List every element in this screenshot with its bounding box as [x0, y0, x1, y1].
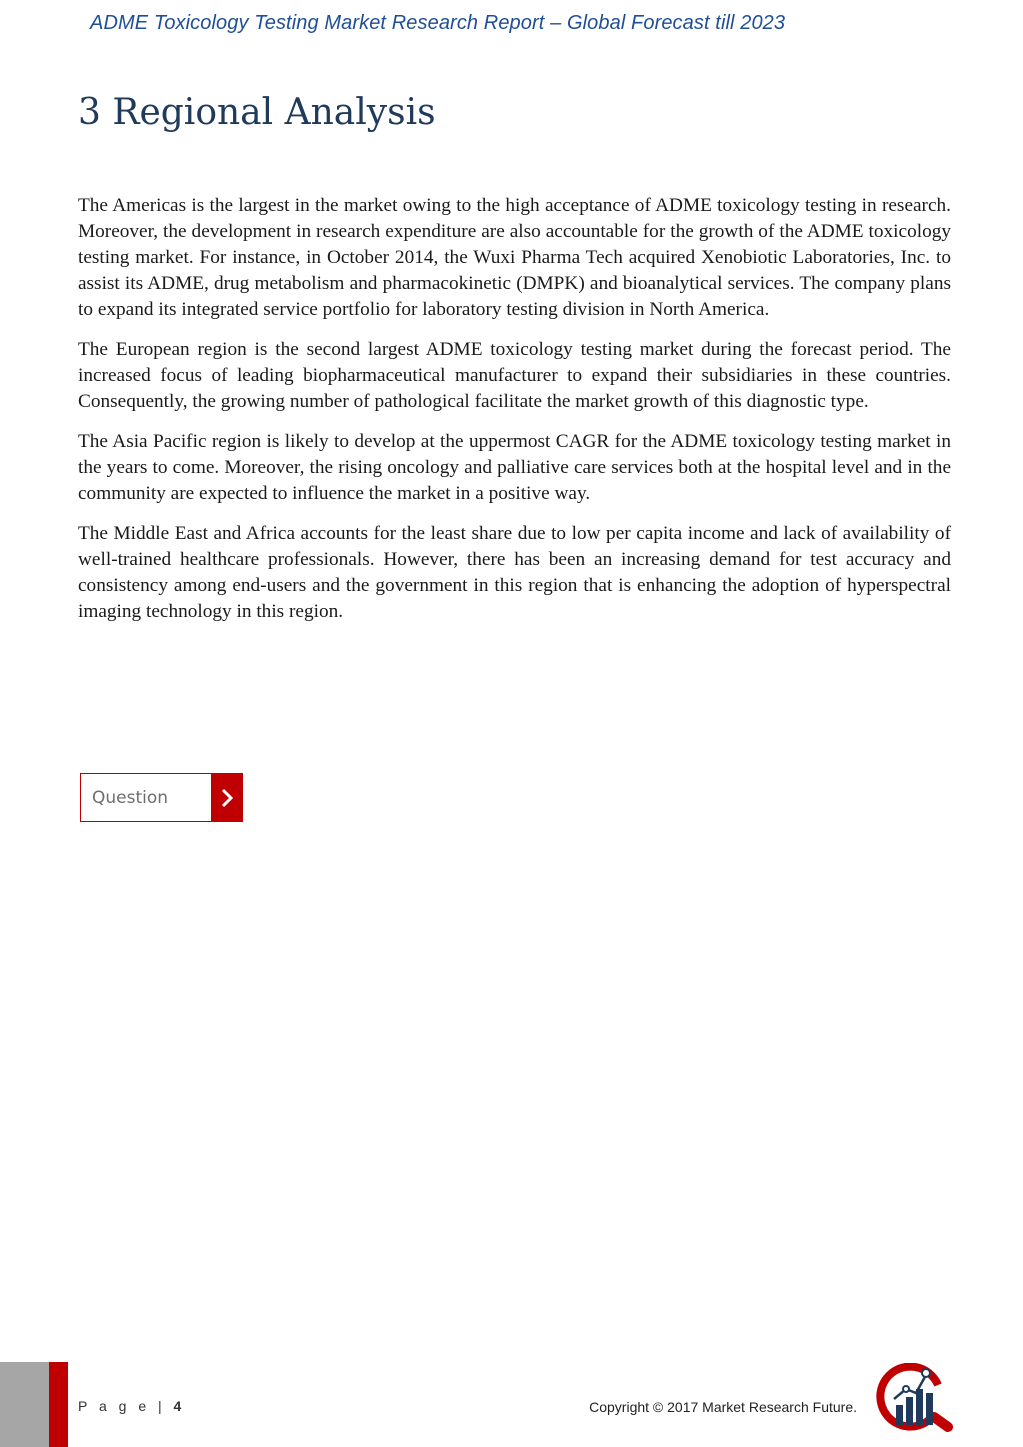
- paragraph-middle-east-africa: The Middle East and Africa accounts for the least share due to low per capita income and lack of availability of well-trained healthcare professionals. However, there has been an increasing demand for test accuracy and consistency among end-users and the government in this region that is enhancing the adoption of hyperspectral imaging technology in this region.: [78, 523, 951, 622]
- page-indicator: [78, 1398, 181, 1414]
- paragraph-asia-pacific: The Asia Pacific region is likely to develop at the uppermost CAGR for the ADME toxicology testing market in the years to come. Moreover, the rising oncology and palliative care services both at the hospital level and in the community are expected to influence the market in a positive way.: [78, 431, 951, 504]
- footer-bar-red: [49, 1362, 68, 1447]
- chevron-right-icon[interactable]: [211, 774, 242, 821]
- copyright-text: Copyright © 2017 Market Research Future.: [589, 1399, 857, 1415]
- paragraph-americas: The Americas is the largest in the market owing to the high acceptance of ADME toxicology testing in research. Moreover, the development in research expenditure are also accountable for the growth of the ADME toxicology testing market. For instance, in October 2014, the Wuxi Pharma Tech acquired Xenobiotic Laboratories, Inc. to assist its ADME, drug metabolism and pharmacokinetic (DMPK) and bioanalytical services. The company plans to expand its integrated service portfolio for laboratory testing division in North America.: [78, 195, 951, 320]
- section-body: [78, 193, 951, 639]
- page-number: 4: [173, 1398, 182, 1414]
- question-label: Question: [92, 787, 169, 808]
- report-header-title: ADME Toxicology Testing Market Research Report – Global Forecast till 2023: [90, 12, 786, 34]
- page-label: P a g e |: [78, 1398, 166, 1414]
- chevron-right-glyph: [220, 788, 234, 808]
- footer-bar-gray: [0, 1362, 49, 1447]
- section-heading: 3 Regional Analysis: [78, 92, 436, 133]
- question-button[interactable]: [80, 773, 243, 822]
- market-research-future-logo: [876, 1363, 954, 1433]
- paragraph-europe: The European region is the second largest ADME toxicology testing market during the forecast period. The increased focus of leading biopharmaceutical manufacturer to expand their subsidiaries in these countries. Consequently, the growing number of pathological facilitate the market growth of this diagnostic type.: [78, 339, 951, 412]
